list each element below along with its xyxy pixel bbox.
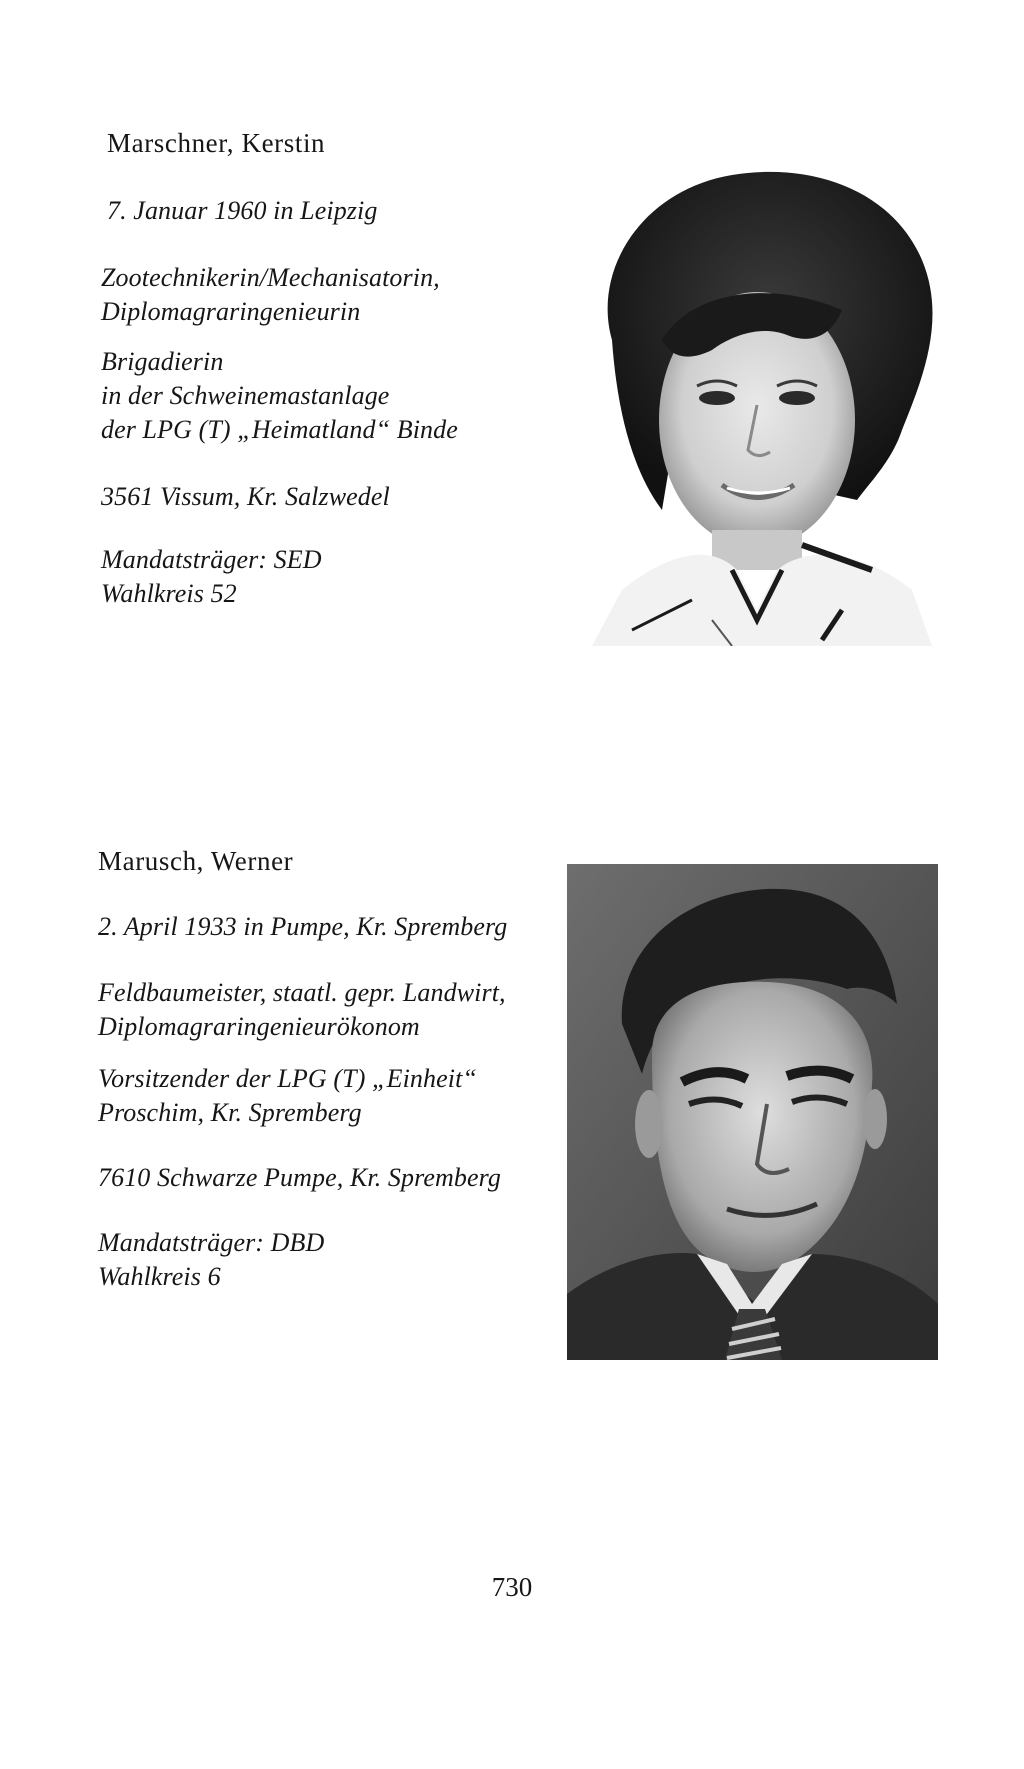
entry-address: 7610 Schwarze Pumpe, Kr. Spremberg [98,1163,501,1192]
portrait-photo [567,864,938,1360]
entry-name: Marusch, Werner [98,846,294,876]
entry-position-line: der LPG (T) „Heimatland“ Binde [101,415,458,444]
entry-profession-line: Diplomagraringenieurin [101,297,361,326]
entry-profession-line: Diplomagraringenieurökonom [98,1012,420,1041]
entry-constituency: Wahlkreis 52 [101,579,237,608]
entry-position-line: in der Schweinemastanlage [101,381,390,410]
entry-mandate: Mandatsträger: DBD [98,1228,325,1257]
entry-marschner-kerstin [0,0,1024,700]
entry-position-line: Brigadierin [101,347,224,376]
entry-constituency: Wahlkreis 6 [98,1262,221,1291]
entry-name: Marschner, Kerstin [107,128,326,158]
entry-position-line: Vorsitzender der LPG (T) „Einheit“ [98,1064,477,1093]
entry-address: 3561 Vissum, Kr. Salzwedel [101,482,390,511]
entry-mandate: Mandatsträger: SED [101,545,322,574]
page-number: 730 [491,1572,533,1602]
entry-birth: 2. April 1933 in Pumpe, Kr. Spremberg [98,912,508,941]
entry-marusch-werner [0,720,1024,1420]
entry-profession-line: Zootechnikerin/Mechanisatorin, [101,263,440,292]
entry-birth: 7. Januar 1960 in Leipzig [107,196,378,225]
entry-position-line: Proschim, Kr. Spremberg [98,1098,362,1127]
entry-profession-line: Feldbaumeister, staatl. gepr. Landwirt, [98,978,506,1007]
portrait-photo [572,150,952,646]
